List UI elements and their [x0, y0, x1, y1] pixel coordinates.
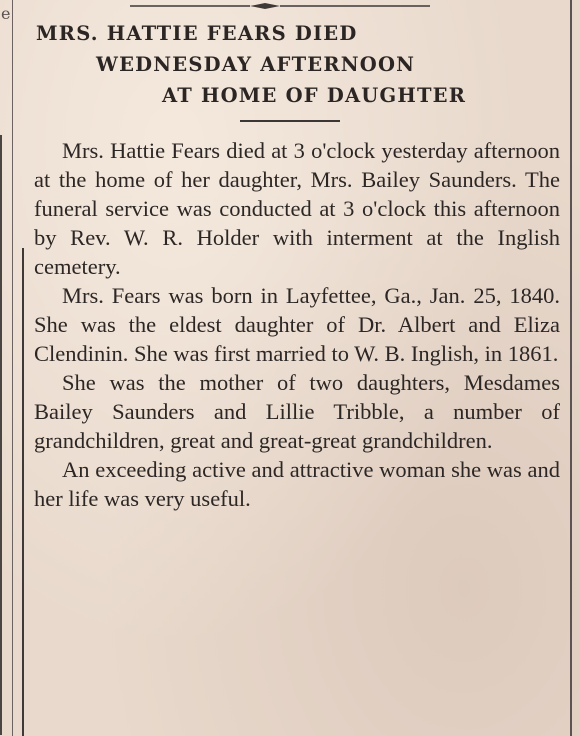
paragraph-4: An exceeding active and attractive woman she was and her life was very useful.: [34, 457, 560, 511]
headline-line-3: AT HOME OF DAUGHTER: [162, 84, 467, 107]
column-rule-outer: [0, 135, 2, 735]
article-body: [34, 136, 560, 513]
column-rule-right: [570, 0, 572, 736]
article-headline: [30, 18, 560, 111]
column-rule-inner: [22, 248, 24, 736]
top-ornament-rule: [130, 2, 430, 10]
adjacent-column-letter: e: [1, 4, 11, 23]
paragraph-1: Mrs. Hattie Fears died at 3 o'clock yesterday afternoon at the home of her daughter, Mrs. Bailey Saunders. The funeral service was conducted at 3 o'clock this afternoon by Rev. W. R. Holder with interment at the Inglish cemetery.: [34, 138, 560, 279]
headline-line-1: MRS. HATTIE FEARS DIED: [36, 22, 358, 45]
headline-line-2: WEDNESDAY AFTERNOON: [96, 53, 416, 76]
paragraph-3: She was the mother of two daughters, Mesdames Bailey Saunders and Lillie Tribble, a number of grandchildren, great and great-great grandchildren.: [34, 370, 560, 453]
headline-divider: [240, 120, 340, 122]
paragraph-2: Mrs. Fears was born in Layfettee, Ga., Jan. 25, 1840. She was the eldest daughter of Dr. Albert and Eliza Clendinin. She was first married to W. B. Inglish, in 1861.: [34, 283, 560, 366]
